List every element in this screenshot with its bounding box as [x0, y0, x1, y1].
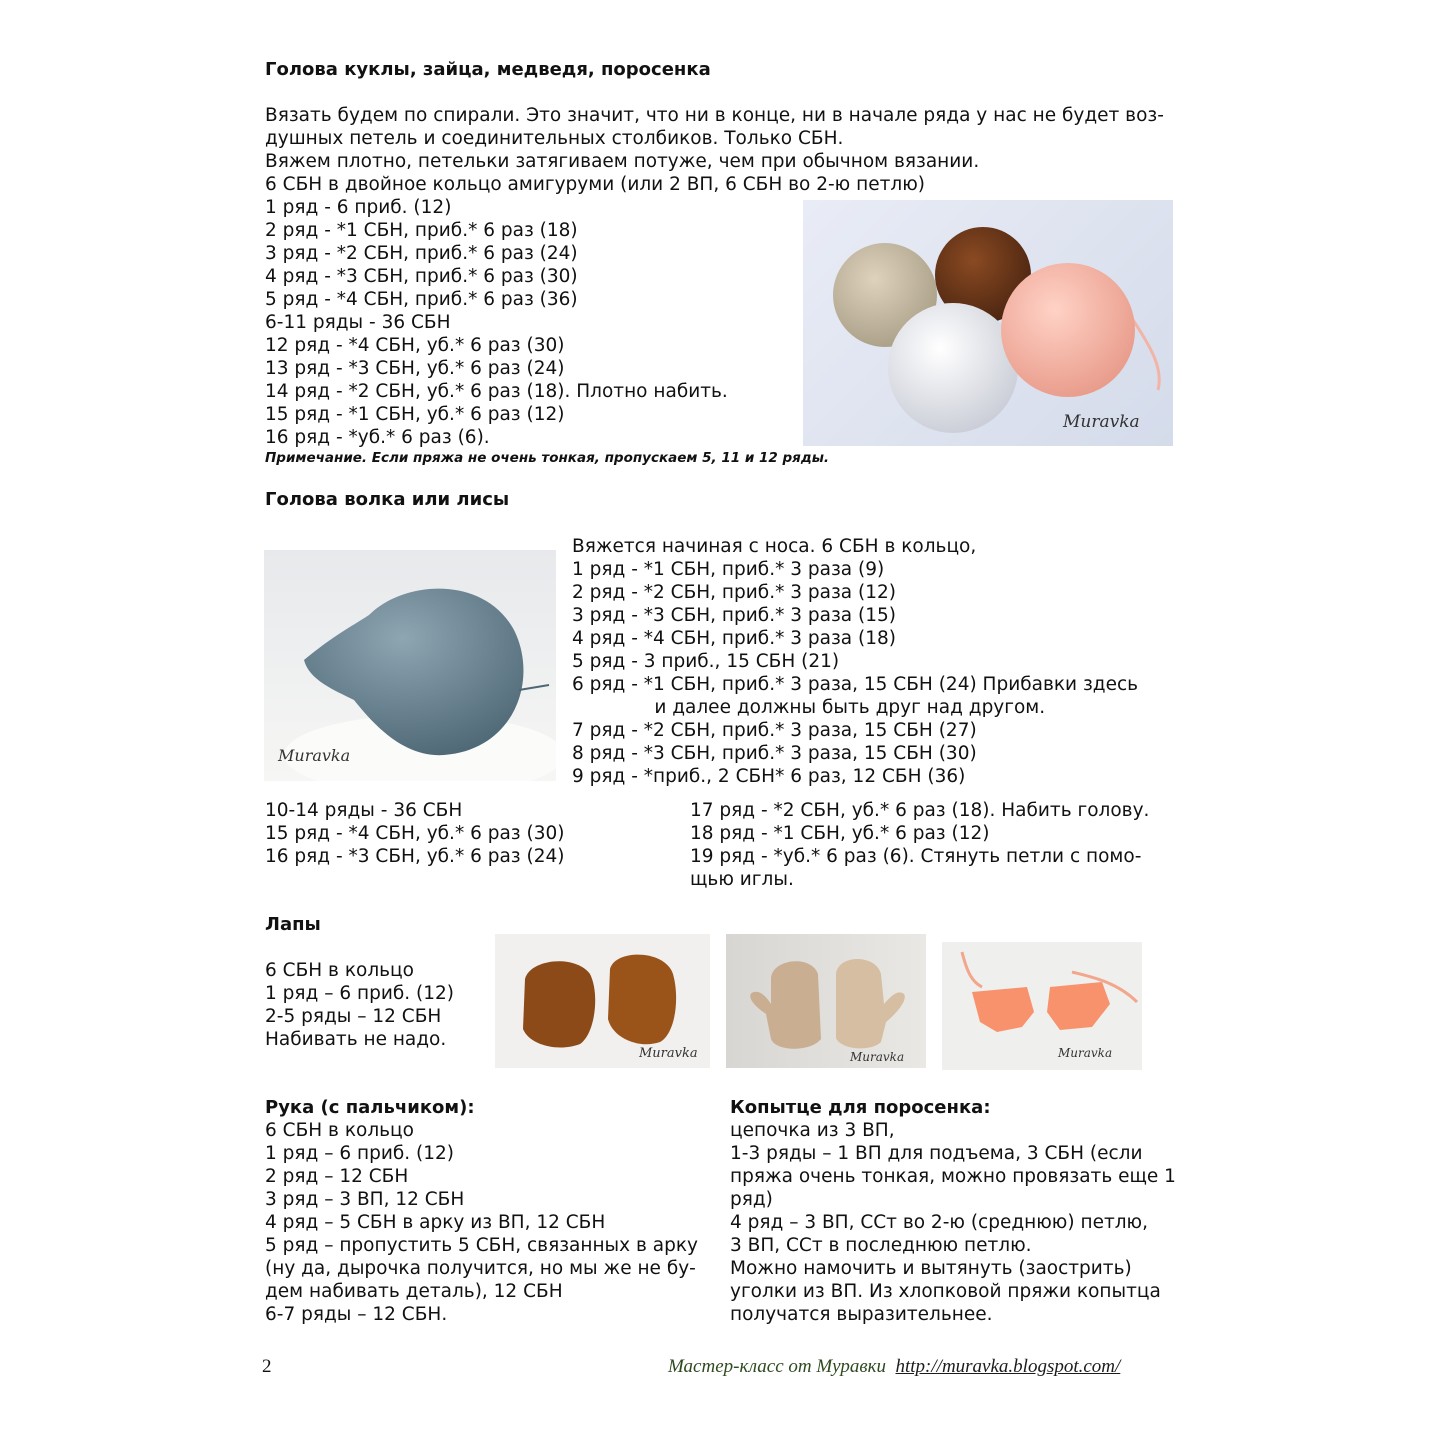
text-line: 2-5 ряды – 12 СБН	[265, 1006, 442, 1027]
text-line: 15 ряд - *1 СБН, уб.* 6 раз (12)	[265, 404, 565, 425]
text-line: 6-7 ряды – 12 СБН.	[265, 1304, 448, 1325]
text-line: 6 СБН в кольцо	[265, 1120, 414, 1141]
text-line: уголки из ВП. Из хлопковой пряжи копытца	[730, 1281, 1161, 1302]
photo-signature: Muravka	[1063, 412, 1140, 432]
text-line: Вязать будем по спирали. Это значит, что ни в конце, ни в начале ряда у нас не будет воз-	[265, 105, 1164, 126]
text-line: Вяжем плотно, петельки затягиваем потуже, чем при обычном вязании.	[265, 151, 980, 172]
text-line: 1-3 ряды – 1 ВП для подъема, 3 СБН (если	[730, 1143, 1143, 1164]
note: Примечание. Если пряжа не очень тонкая, пропускаем 5, 11 и 12 ряды.	[265, 450, 830, 466]
text-line: 19 ряд - *уб.* 6 раз (6). Стянуть петли с помо-	[690, 846, 1142, 867]
text-line: 6 ряд - *1 СБН, приб.* 3 раза, 15 СБН (24) Прибавки здесь	[572, 674, 1139, 695]
section-title-paws: Лапы	[265, 914, 321, 935]
text-line: 10-14 ряды - 36 СБН	[265, 800, 463, 821]
beige-mittens-illustration	[726, 934, 926, 1068]
photo-four-balls	[803, 200, 1173, 446]
text-line: Набивать не надо.	[265, 1029, 447, 1050]
photo-beige-mittens	[726, 934, 926, 1068]
text-line: 2 ряд - *2 СБН, приб.* 3 раза (12)	[572, 582, 896, 603]
text-line: 2 ряд - *1 СБН, приб.* 6 раз (18)	[265, 220, 578, 241]
text-line: Можно намочить и вытянуть (заострить)	[730, 1258, 1132, 1279]
text-line: 16 ряд - *уб.* 6 раз (6).	[265, 427, 490, 448]
text-line: 2 ряд – 12 СБН	[265, 1166, 409, 1187]
text-line: 14 ряд - *2 СБН, уб.* 6 раз (18). Плотно набить.	[265, 381, 728, 402]
text-line: 15 ряд - *4 СБН, уб.* 6 раз (30)	[265, 823, 565, 844]
text-line: пряжа очень тонкая, можно провязать еще 1	[730, 1166, 1176, 1187]
paws-instructions	[265, 959, 454, 1051]
text-line: 6 СБН в кольцо	[265, 960, 414, 981]
text-line: 5 ряд - 3 приб., 15 СБН (21)	[572, 651, 840, 672]
section-title-wolf-head: Голова волка или лисы	[265, 489, 510, 510]
photo-signature: Muravka	[850, 1050, 905, 1064]
text-line: дем набивать деталь), 12 СБН	[265, 1281, 563, 1302]
text-line: 17 ряд - *2 СБН, уб.* 6 раз (18). Набить голову.	[690, 800, 1150, 821]
text-line: 1 ряд - *1 СБН, приб.* 3 раза (9)	[572, 559, 885, 580]
photo-brown-paws	[495, 934, 710, 1068]
page-number: 2	[262, 1356, 272, 1377]
section-title-arm: Рука (с пальчиком):	[265, 1097, 475, 1118]
section-title-head-doll: Голова куклы, зайца, медведя, поросенка	[265, 59, 711, 80]
text-line: получатся выразительнее.	[730, 1304, 993, 1325]
text-line: 8 ряд - *3 СБН, приб.* 3 раза, 15 СБН (30)	[572, 743, 977, 764]
text-line: 13 ряд - *3 СБН, уб.* 6 раз (24)	[265, 358, 565, 379]
text-line: 1 ряд - 6 приб. (12)	[265, 197, 452, 218]
text-line: 4 ряд – 3 ВП, ССт во 2-ю (среднюю) петлю,	[730, 1212, 1149, 1233]
arm-instructions	[265, 1119, 698, 1326]
text-line: душных петель и соединительных столбиков. Только СБН.	[265, 128, 844, 149]
text-line: 6 СБН в двойное кольцо амигуруми (или 2 ВП, 6 СБН во 2-ю петлю)	[265, 174, 926, 195]
footer-link[interactable]: http://muravka.blogspot.com/	[895, 1356, 1121, 1377]
text-line: 3 ряд - *3 СБН, приб.* 3 раза (15)	[572, 605, 896, 626]
footer-caption-text: Мастер-класс от Муравки	[668, 1356, 886, 1377]
text-line: 16 ряд - *3 СБН, уб.* 6 раз (24)	[265, 846, 565, 867]
photo-pink-hooves	[942, 942, 1142, 1070]
balls-illustration	[803, 200, 1173, 446]
text-line: (ну да, дырочка получится, но мы же не бу-	[265, 1258, 696, 1279]
text-line: 4 ряд – 5 СБН в арку из ВП, 12 СБН	[265, 1212, 606, 1233]
text-line: цепочка из 3 ВП,	[730, 1120, 895, 1141]
text-line: щью иглы.	[690, 869, 794, 890]
text-line: 4 ряд - *4 СБН, приб.* 3 раза (18)	[572, 628, 896, 649]
text-line: 18 ряд - *1 СБН, уб.* 6 раз (12)	[690, 823, 990, 844]
text-line: ряд)	[730, 1189, 773, 1210]
text-line: 3 ВП, ССт в последнюю петлю.	[730, 1235, 1032, 1256]
text-line: 6-11 ряды - 36 СБН	[265, 312, 451, 333]
wolf-head-rows-right	[690, 799, 1149, 891]
text-line: 1 ряд – 6 приб. (12)	[265, 1143, 454, 1164]
wolf-head-instructions	[572, 535, 1138, 788]
text-line: 12 ряд - *4 СБН, уб.* 6 раз (30)	[265, 335, 565, 356]
photo-signature: Muravka	[278, 746, 351, 765]
text-line: 4 ряд - *3 СБН, приб.* 6 раз (30)	[265, 266, 578, 287]
text-line: 7 ряд - *2 СБН, приб.* 3 раза, 15 СБН (27)	[572, 720, 977, 741]
text-line: 9 ряд - *приб., 2 СБН* 6 раз, 12 СБН (36)	[572, 766, 966, 787]
section-title-hoof: Копытце для поросенка:	[730, 1097, 991, 1118]
wolf-head-rows-left	[265, 799, 565, 868]
hoof-instructions	[730, 1119, 1176, 1326]
photo-wolf-head	[264, 550, 556, 781]
text-line: 1 ряд – 6 приб. (12)	[265, 983, 454, 1004]
text-line: Вяжется начиная с носа. 6 СБН в кольцо,	[572, 536, 977, 557]
text-line: 5 ряд - *4 СБН, приб.* 6 раз (36)	[265, 289, 578, 310]
photo-signature: Muravka	[639, 1046, 698, 1061]
photo-signature: Muravka	[1058, 1046, 1113, 1060]
text-line: 5 ряд – пропустить 5 СБН, связанных в арку	[265, 1235, 698, 1256]
text-line: и далее должны быть друг над другом.	[572, 697, 1046, 718]
text-line: 3 ряд - *2 СБН, приб.* 6 раз (24)	[265, 243, 578, 264]
text-line: 3 ряд – 3 ВП, 12 СБН	[265, 1189, 465, 1210]
footer-caption	[668, 1356, 1120, 1378]
